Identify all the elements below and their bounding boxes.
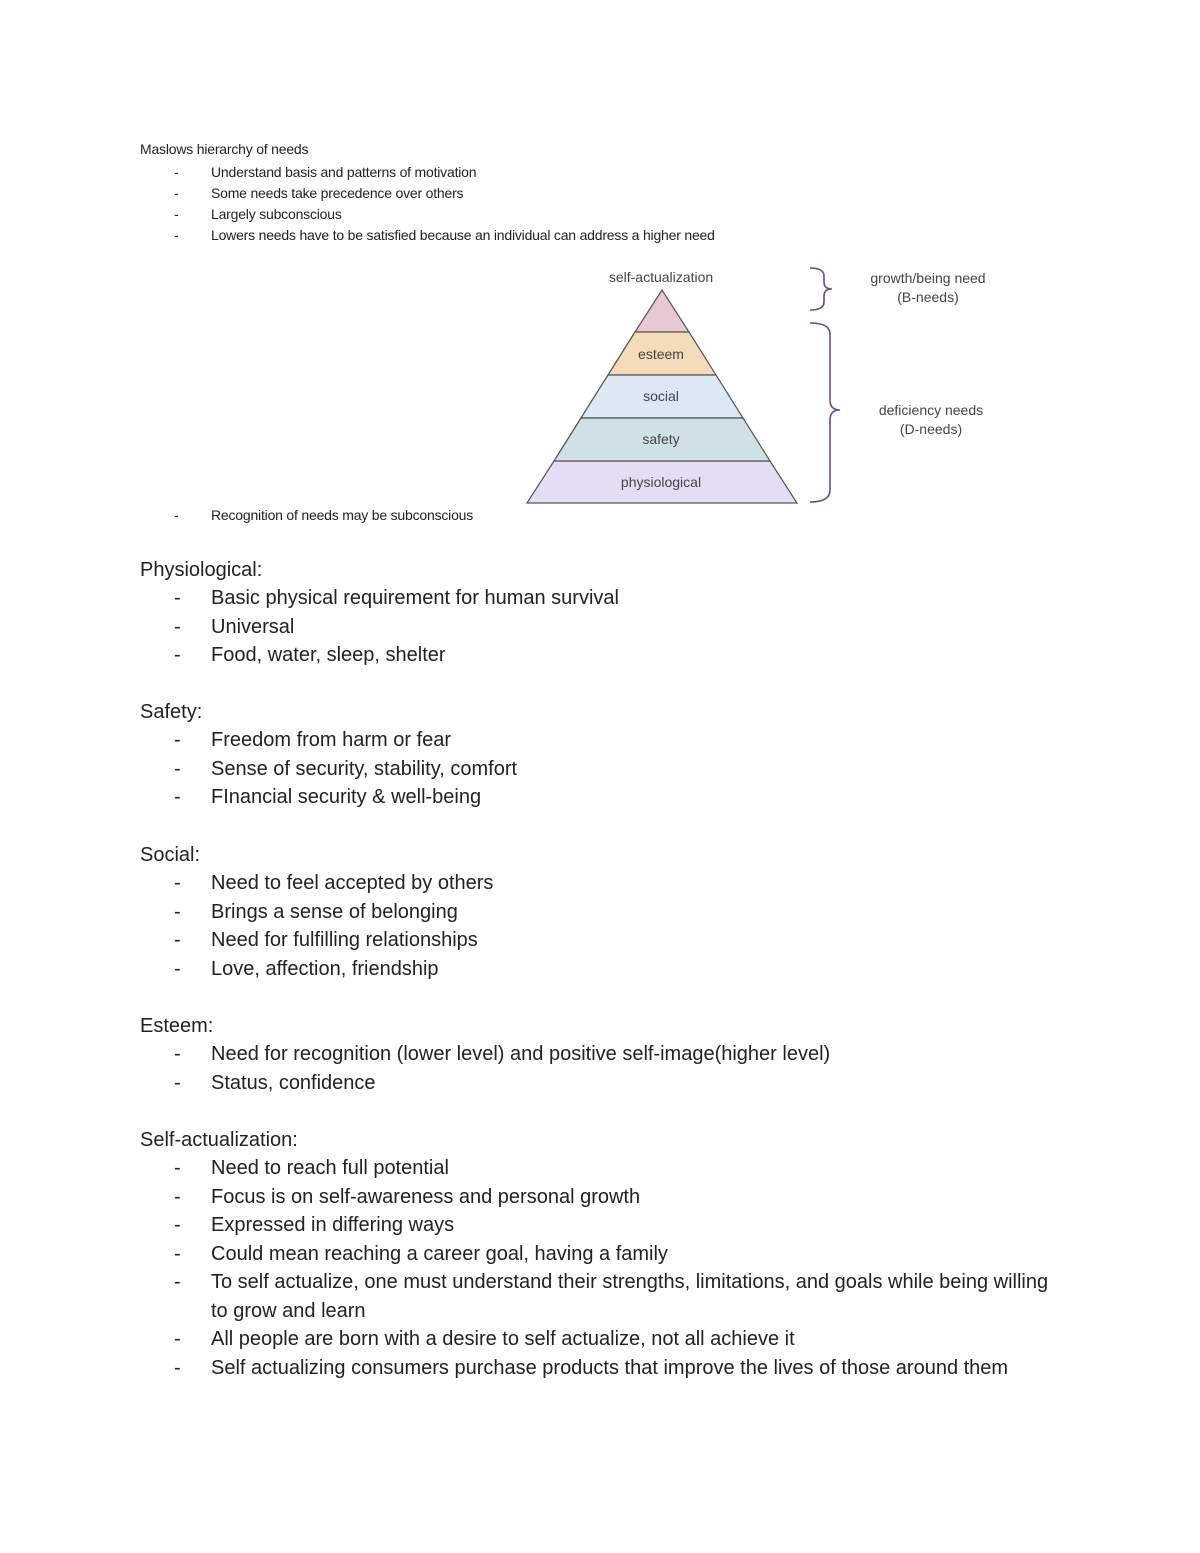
list-item: - Need to reach full potential — [174, 1157, 449, 1179]
list-item: - Focus is on self-awareness and personal growth — [174, 1185, 641, 1208]
list-item: - Freedom from harm or fear — [174, 729, 452, 751]
level-label-physiological: physiological — [620, 474, 702, 490]
list-item: - All people are born with a desire to self actualize, not all achieve it — [174, 1328, 795, 1350]
list-item: - Lowers needs have to be satisfied because an individual can address a higher need — [174, 227, 715, 243]
list-item: - Self actualizing consumers purchase products that improve the lives of those around them — [174, 1356, 1009, 1379]
list-item: - To self actualize, one must understand their strengths, limitations, and goals while being willing to grow and learn — [174, 1271, 1049, 1322]
list-item: - Some needs take precedence over others — [174, 185, 464, 201]
deficiency-needs-label-line1: deficiency needs — [878, 402, 984, 418]
growth-needs-label-line1: growth/being need — [870, 270, 986, 286]
intro-title: Maslows hierarchy of needs — [140, 141, 309, 157]
deficiency-needs-brace — [810, 323, 840, 502]
section-heading-self-actualization: Self-actualization: — [140, 1129, 298, 1151]
level-label-self-actualization: self-actualization — [608, 269, 714, 285]
pyramid-layer-self-actualization — [635, 290, 689, 332]
list-item: - Understand basis and patterns of motivation — [174, 164, 477, 180]
section-list-esteem — [140, 1040, 830, 1097]
list-item: - Need for fulfilling relationships — [174, 929, 478, 951]
section-list-social — [140, 869, 493, 983]
section-list-self-actualization — [140, 1154, 1061, 1382]
list-item: - Basic physical requirement for human survival — [174, 587, 619, 609]
list-item: - Need for recognition (lower level) and positive self-image(higher level) — [174, 1043, 831, 1065]
growth-needs-label-line2: (B-needs) — [897, 289, 959, 305]
list-item: - Brings a sense of belonging — [174, 900, 458, 923]
list-item: - FInancial security & well-being — [174, 786, 482, 808]
list-item: - Universal — [174, 615, 295, 638]
maslow-pyramid-figure — [520, 258, 1020, 513]
section-heading-physiological: Physiological: — [140, 559, 263, 581]
list-item: - Could mean reaching a career goal, having a family — [174, 1242, 668, 1265]
list-item: - Status, confidence — [174, 1071, 376, 1094]
list-item: - Largely subconscious — [174, 206, 342, 222]
list-item: - Food, water, sleep, shelter — [174, 644, 446, 666]
section-heading-esteem: Esteem: — [140, 1015, 214, 1037]
list-item: - Recognition of needs may be subconscious — [174, 507, 474, 523]
section-list-safety — [140, 726, 517, 812]
list-item: - Love, affection, friendship — [174, 957, 439, 980]
deficiency-needs-label-line2: (D-needs) — [899, 421, 963, 437]
section-heading-safety: Safety: — [140, 701, 203, 723]
after-figure-bullet-list — [140, 505, 473, 526]
section-heading-social: Social: — [140, 844, 201, 866]
list-item: - Expressed in differing ways — [174, 1214, 455, 1236]
level-label-esteem: esteem — [638, 346, 684, 362]
list-item: - Need to feel accepted by others — [174, 872, 494, 894]
growth-needs-brace — [810, 268, 832, 310]
level-label-safety: safety — [642, 431, 680, 447]
intro-bullet-list — [140, 162, 715, 246]
section-list-physiological — [140, 584, 619, 670]
list-item: - Sense of security, stability, comfort — [174, 757, 518, 780]
level-label-social: social — [643, 388, 679, 404]
